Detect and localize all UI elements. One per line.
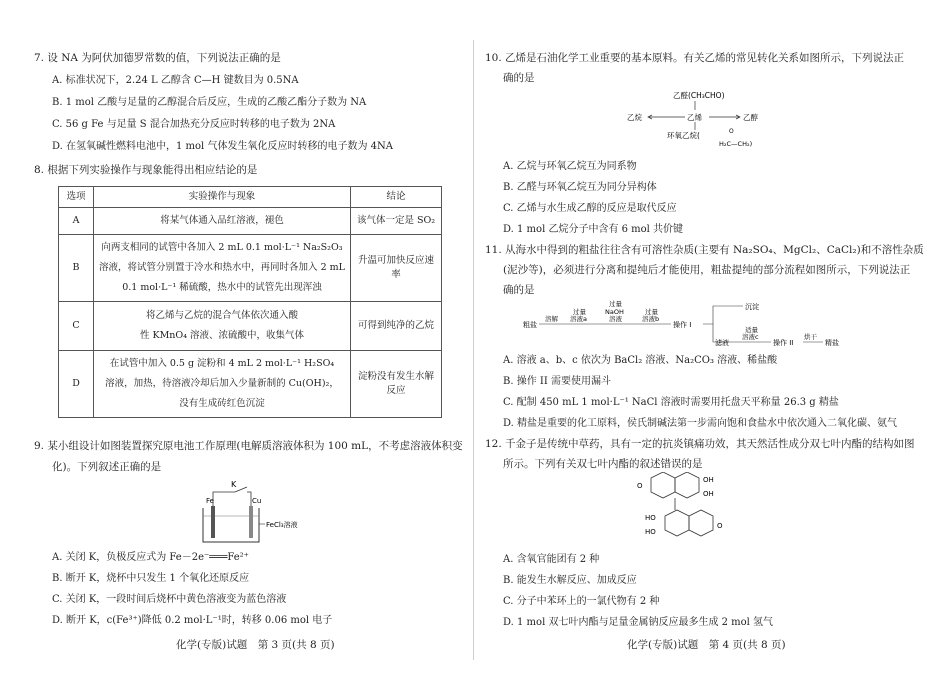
q10-stem-line1: 10. 乙烯是石油化学工业重要的基本原料。有关乙烯的常见转化关系如图所示，下列说法正	[485, 52, 905, 64]
q9-stem-line2: 化)。下列叙述正确的是	[52, 461, 162, 473]
q10-option-c: C. 乙烯与水生成乙醇的反应是取代反应	[503, 203, 677, 214]
row-operation	[94, 302, 351, 351]
flow-dissolve: 溶解	[545, 315, 558, 323]
node-acetaldehyde: 乙醛(CH₃CHO)	[673, 91, 725, 100]
row-conclusion: 升温可加快反应速率	[351, 235, 442, 302]
q12-option-a: A. 含氧官能团有 2 种	[503, 554, 600, 565]
flow-c-top: 过量	[645, 308, 658, 316]
flow-branch-up	[703, 306, 743, 324]
node-epoxide: 环氧乙烷(	[667, 131, 700, 140]
op-line: 将某气体通入品红溶液，褪色	[160, 215, 284, 226]
epoxide-formula: H₂C—CH₂)	[719, 140, 753, 148]
oh-top-1: OH	[703, 476, 714, 484]
page-footer-left: 化学(专版)试题 第 3 页(共 8 页)	[176, 639, 335, 651]
op-line: 将乙烯与乙烷的混合气体依次通入酸	[145, 310, 298, 321]
row-option: A	[59, 208, 94, 235]
flow-b-mid: NaOH	[605, 308, 624, 316]
q7-stem: 7. 设 NA 为阿伏加德罗常数的值，下列说法正确的是	[34, 52, 281, 64]
q12-option-d: D. 1 mol 双七叶内酯与足量金属钠反应最多生成 2 mol 氢气	[503, 617, 774, 628]
q11-option-a: A. 溶液 a、b、c 依次为 BaCl₂ 溶液、Na₂CO₃ 溶液、稀盐酸	[503, 355, 778, 366]
table-row	[59, 235, 442, 302]
q7-option-b: B. 1 mol 乙酸与足量的乙醇混合后反应，生成的乙酸乙酯分子数为 NA	[52, 97, 367, 108]
table-header-row	[59, 187, 442, 208]
carbonyl-o-top: O	[637, 482, 643, 490]
table-row	[59, 351, 442, 418]
flow-d-bot: 溶液c	[742, 333, 759, 341]
q12-option-b: B. 能发生水解反应、加成反应	[503, 575, 637, 586]
row-option: C	[59, 302, 94, 351]
q9-option-b: B. 断开 K，烧杯中只发生 1 个氧化还原反应	[52, 573, 250, 584]
flow-end: 精盐	[825, 339, 839, 347]
op-line: 没有生成砖红色沉淀	[179, 398, 265, 409]
page-divider	[473, 40, 474, 660]
q12-stem-line1: 12. 千金子是传统中草药，具有一定的抗炎镇痛功效，其天然活性成分双七叶内酯的结构如图	[485, 438, 915, 450]
fe-electrode	[211, 506, 215, 538]
row-conclusion: 该气体一定是 SO₂	[351, 208, 442, 235]
cu-electrode	[249, 506, 253, 538]
salt-purification-flow	[523, 294, 843, 354]
row-operation	[94, 351, 351, 418]
upper-ring-system	[651, 472, 699, 498]
q11-option-b: B. 操作 II 需要使用漏斗	[503, 376, 611, 387]
cu-label: Cu	[252, 497, 262, 505]
flow-d-top: 适量	[745, 326, 758, 334]
right-page	[475, 0, 950, 688]
op-line: 在试管中加入 0.5 g 淀粉和 4 mL 2 mol·L⁻¹ H₂SO₄	[109, 358, 335, 369]
wire-right	[247, 492, 251, 506]
q8-table	[58, 186, 442, 418]
q11-stem-line2: (泥沙等)，必须进行分离和提纯后才能使用，粗盐提纯的部分流程如图所示，下列说法正	[503, 264, 911, 276]
q7-option-a: A. 标准状况下，2.24 L 乙醇含 C—H 键数目为 0.5NA	[52, 75, 299, 86]
oh-top-2: OH	[703, 490, 714, 498]
q9-option-d: D. 断开 K，c(Fe³⁺)降低 0.2 mol·L⁻¹时，转移 0.06 mol 电子	[52, 615, 333, 626]
ethylene-conversion-diagram	[625, 88, 795, 152]
q12-stem-line2: 所示。下列有关双七叶内酯的叙述错误的是	[503, 458, 703, 470]
bicoumarin-structure	[625, 472, 755, 550]
q9-stem-line1: 9. 某小组设计如图装置探究原电池工作原理(电解质溶液体积为 100 mL，不考虑溶液体积变	[34, 440, 463, 452]
q11-option-d: D. 精盐是重要的化工原料，侯氏制碱法第一步需向饱和食盐水中依次通入二氧化碳、氨气	[503, 418, 898, 429]
row-conclusion: 可得到纯净的乙烷	[351, 302, 442, 351]
q11-option-c: C. 配制 450 mL 1 mol·L⁻¹ NaCl 溶液时需要用托盘天平称量 26.3 g 精盐	[503, 397, 839, 408]
op-line: 溶液，加热，待溶液冷却后加入少量新制的 Cu(OH)₂，	[105, 378, 339, 389]
q12-option-c: C. 分子中苯环上的一氯代物有 2 种	[503, 596, 660, 607]
table-row	[59, 302, 442, 351]
row-conclusion: 淀粉没有发生水解反应	[351, 351, 442, 418]
switch-label: K	[231, 480, 237, 489]
q10-option-b: B. 乙醛与环氧乙烷互为同分异构体	[503, 182, 657, 193]
q11-stem-line3: 确的是	[503, 284, 535, 296]
op-line: 向两支相同的试管中各加入 2 mL 0.1 mol·L⁻¹ Na₂S₂O₃	[101, 242, 343, 253]
q7-option-c: C. 56 g Fe 与足量 S 混合加热充分反应时转移的电子数为 2NA	[52, 119, 336, 130]
galvanic-cell-diagram	[195, 478, 305, 548]
page-footer-right: 化学(专版)试题 第 4 页(共 8 页)	[627, 639, 786, 651]
flow-op1: 操作 I	[673, 321, 692, 329]
flow-filtrate: 滤液	[715, 339, 729, 347]
table-row	[59, 208, 442, 235]
node-ethylene: 乙烯	[687, 113, 702, 122]
flow-start: 粗盐	[523, 321, 537, 329]
wire-left	[213, 492, 235, 506]
flow-b-top: 过量	[609, 300, 622, 308]
row-option: D	[59, 351, 94, 418]
header-option: 选项	[59, 187, 94, 208]
fe-label: Fe	[206, 497, 214, 505]
flow-b-bot: 溶液	[609, 315, 622, 323]
epoxide-oxygen: O	[729, 128, 734, 135]
row-operation	[94, 235, 351, 302]
header-conclusion: 结论	[351, 187, 442, 208]
header-operation: 实验操作与现象	[94, 187, 351, 208]
q8-stem: 8. 根据下列实验操作与现象能得出相应结论的是	[34, 164, 258, 176]
flow-dry: 烘干	[804, 333, 817, 341]
q11-stem-line1: 11. 从海水中得到的粗盐往往含有可溶性杂质(主要有 Na₂SO₄、MgCl₂、CaCl₂)和不溶性杂质	[485, 244, 924, 256]
carbonyl-o-bottom: O	[717, 522, 723, 530]
op-line: 0.1 mol·L⁻¹ 稀硫酸，热水中的试管先出现浑浊	[122, 282, 322, 293]
q9-option-c: C. 关闭 K，一段时间后烧杯中黄色溶液变为蓝色溶液	[52, 594, 287, 605]
ho-bottom-1: HO	[645, 514, 656, 522]
op-line: 溶液，将试管分别置于冷水和热水中，再同时各加入 2 mL	[99, 262, 345, 273]
q7-option-d: D. 在氢氧碱性燃料电池中，1 mol 气体发生氧化反应时转移的电子数为 4NA	[52, 141, 393, 152]
flow-a-bot: 溶液a	[570, 315, 587, 323]
solution-label: FeCl₃溶液	[266, 521, 298, 529]
q10-stem-line2: 确的是	[503, 72, 535, 84]
flow-precipitate: 沉淀	[745, 303, 759, 311]
row-operation	[94, 208, 351, 235]
switch-k	[235, 487, 247, 492]
q10-option-d: D. 1 mol 乙烷分子中含有 6 mol 共价键	[503, 224, 684, 235]
q9-option-a: A. 关闭 K，负极反应式为 Fe－2e⁻═══Fe²⁺	[52, 552, 249, 563]
node-ethanol: 乙醇	[743, 113, 758, 122]
lower-ring-system	[665, 510, 713, 536]
ho-bottom-2: HO	[645, 528, 656, 536]
flow-a-top: 过量	[573, 308, 586, 316]
op-line: 性 KMnO₄ 溶液、浓硫酸中，收集气体	[139, 330, 305, 341]
flow-c-bot: 溶液b	[642, 315, 660, 323]
flow-op2: 操作 II	[773, 339, 794, 347]
node-ethane: 乙烷	[627, 113, 642, 122]
q10-option-a: A. 乙烷与环氧乙烷互为同系物	[503, 161, 637, 172]
row-option: B	[59, 235, 94, 302]
